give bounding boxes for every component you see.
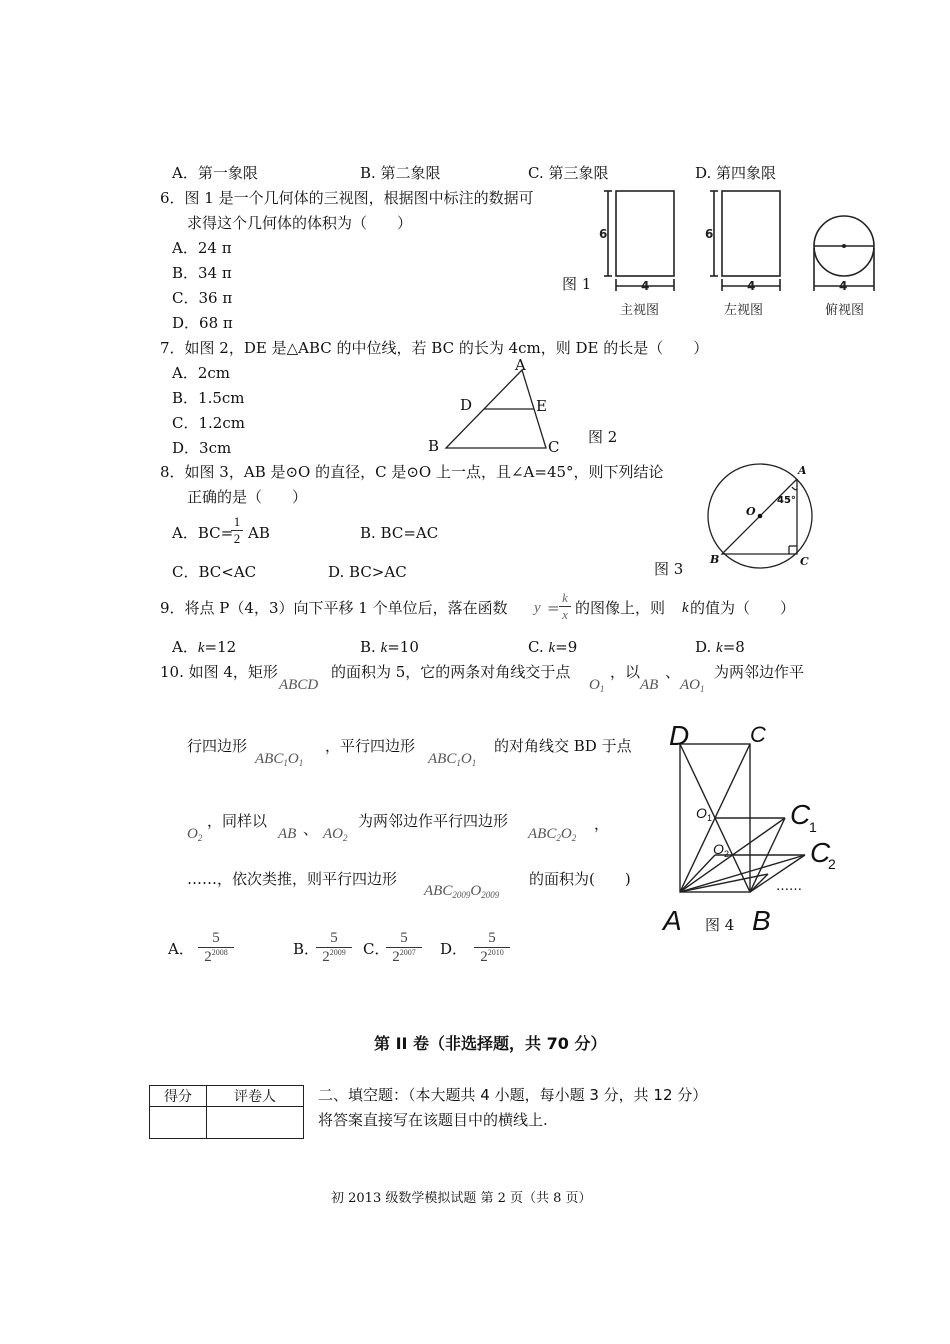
q9-equals: = bbox=[547, 599, 560, 617]
fig3-point-a: A bbox=[798, 464, 807, 477]
q5-option-d: D. 第四象限 bbox=[695, 164, 777, 182]
figure-3-circle bbox=[700, 455, 824, 579]
q10-option-a-label: A． bbox=[168, 940, 194, 958]
svg-text:2: 2 bbox=[724, 849, 730, 859]
fig4-point-o2: O bbox=[713, 841, 724, 857]
q10-o1: $O_1$ bbox=[589, 677, 605, 694]
q7-option-a: A．2cm bbox=[172, 364, 231, 382]
q10-abc1o1-a: $ABC_1O_1$ bbox=[255, 751, 304, 768]
q9-stem-part2: 的图像上，则 bbox=[575, 599, 666, 617]
q10-abcd: ABCD bbox=[279, 677, 319, 693]
q10-text-10: ……，依次类推，则平行四边形 bbox=[187, 870, 398, 888]
figure-1-three-views bbox=[598, 186, 888, 318]
svg-text:2: 2 bbox=[828, 856, 836, 872]
q10-sep: 、 bbox=[665, 663, 681, 681]
q6-option-c: C．36 π bbox=[172, 289, 233, 307]
left-dim-width: 4 bbox=[747, 279, 756, 293]
q10-ao2: $AO_2$ bbox=[323, 826, 348, 843]
top-view-label: 俯视图 bbox=[825, 303, 865, 318]
fig2-point-c: C bbox=[548, 438, 560, 456]
q10-abc1o1-b: $ABC_1O_1$ bbox=[428, 751, 477, 768]
q8-stem-line1: 8．如图 3，AB 是⊙O 的直径，C 是⊙O 上一点，且∠A=45°，则下列结论 bbox=[160, 463, 664, 481]
q10-sep-2: 、 bbox=[303, 820, 319, 838]
front-dim-height: 6 bbox=[599, 227, 608, 241]
fig4-dots: …… bbox=[776, 879, 802, 894]
fig3-point-b: B bbox=[710, 553, 720, 566]
q9-option-c: C. k=9 bbox=[528, 638, 578, 656]
grader-cell[interactable] bbox=[207, 1107, 304, 1139]
q8-option-b: B. BC=AC bbox=[360, 524, 439, 542]
q6-option-b: B．34 π bbox=[172, 264, 232, 282]
q5-option-c: C. 第三象限 bbox=[528, 164, 609, 182]
q10-text-9: 为两邻边作平行四边形 bbox=[358, 812, 509, 830]
section-2-title: 第 II 卷（非选择题，共 70 分） bbox=[374, 1034, 607, 1053]
q6-option-a: A．24 π bbox=[172, 239, 232, 257]
q10-abc2o2: $ABC_2O_2$ bbox=[528, 826, 577, 843]
q7-stem: 7．如图 2，DE 是△ABC 的中位线，若 BC 的长为 4cm，则 DE 的长是（ ） bbox=[160, 339, 709, 357]
q10-text-5: 行四边形 bbox=[187, 737, 248, 755]
q9-stem-part1: 9．将点 P（4，3）向下平移 1 个单位后，落在函数 bbox=[160, 599, 508, 617]
q8-option-d: D. BC>AC bbox=[328, 563, 407, 581]
fig2-point-d: D bbox=[460, 396, 473, 414]
q10-ab: AB bbox=[640, 677, 659, 693]
page-footer: 初 2013 级数学模拟试题 第 2 页（共 8 页） bbox=[331, 1191, 592, 1206]
score-cell[interactable] bbox=[150, 1107, 207, 1139]
fig3-point-c: C bbox=[800, 555, 809, 568]
fig4-point-b: B bbox=[752, 905, 771, 934]
section-2-instruction: 将答案直接写在该题目中的横线上. bbox=[318, 1111, 548, 1129]
svg-text:1: 1 bbox=[809, 819, 817, 835]
q9-k: k bbox=[682, 600, 689, 616]
figure-4-rectangle bbox=[658, 722, 844, 934]
front-view-rect bbox=[616, 191, 674, 276]
q8-option-a-fraction: $\frac{1}{2}$ bbox=[231, 514, 243, 547]
fig4-point-o1: O bbox=[696, 805, 707, 821]
figure-2-caption: 图 2 bbox=[588, 428, 618, 446]
svg-text:1: 1 bbox=[707, 813, 713, 823]
figure-1-caption: 图 1 bbox=[562, 275, 592, 293]
q6-stem-line2: 求得这个几何体的体积为（ ） bbox=[187, 214, 413, 232]
fig3-angle-label: 45° bbox=[777, 495, 796, 506]
q10-text-8: ，同样以 bbox=[207, 812, 268, 830]
front-view-label: 主视图 bbox=[620, 303, 660, 318]
q10-option-c-label: C． bbox=[363, 940, 390, 958]
q10-option-c-fraction: $\frac{5}{2^{2007}}$ bbox=[386, 930, 422, 966]
top-dim-width: 4 bbox=[839, 279, 848, 293]
section-2-heading: 二、填空题：（本大题共 4 小题，每小题 3 分，共 12 分） bbox=[318, 1086, 708, 1104]
q9-option-a: A．k=12 bbox=[172, 638, 237, 656]
fig2-point-b: B bbox=[428, 437, 440, 455]
figure-2-triangle bbox=[420, 352, 570, 458]
fig4-point-a: A bbox=[663, 905, 682, 934]
q10-ab-2: AB bbox=[278, 826, 297, 842]
q8-stem-line2: 正确的是（ ） bbox=[187, 488, 308, 506]
fig2-point-a: A bbox=[515, 356, 526, 374]
q10-o2: $O_2$ bbox=[187, 826, 203, 843]
q10-text-6: ，平行四边形 bbox=[325, 737, 416, 755]
q10-text-7: 的对角线交 BD 于点 bbox=[494, 737, 632, 755]
q6-stem-line1: 6．图 1 是一个几何体的三视图，根据图中标注的数据可 bbox=[160, 189, 534, 207]
figure-4-caption: 图 4 bbox=[705, 916, 735, 934]
q9-y: y bbox=[534, 600, 541, 616]
q7-option-b: B．1.5cm bbox=[172, 389, 245, 407]
q10-text-2: 的面积为 5，它的两条对角线交于点 bbox=[331, 663, 571, 681]
q8-option-c: C．BC<AC bbox=[172, 563, 257, 581]
left-view-label: 左视图 bbox=[724, 303, 764, 318]
q10-option-a-fraction: $\frac{5}{2^{2008}}$ bbox=[198, 930, 234, 966]
q9-option-d: D. k=8 bbox=[695, 638, 745, 656]
q9-stem-part3: 的值为（ ） bbox=[690, 599, 796, 617]
q5-option-a: A．第一象限 bbox=[172, 164, 258, 182]
q9-fraction: $\frac{k}{x}$ bbox=[559, 590, 571, 623]
score-table bbox=[149, 1085, 304, 1139]
q10-comma: ， bbox=[594, 815, 610, 833]
fig4-point-c2: C bbox=[810, 837, 831, 868]
fig2-point-e: E bbox=[536, 397, 547, 415]
fig4-point-d: D bbox=[669, 722, 690, 751]
q9-option-b: B. k=10 bbox=[360, 638, 419, 656]
q10-text-3: ，以 bbox=[610, 663, 641, 681]
q10-ao1: $AO_1$ bbox=[680, 677, 705, 694]
q5-option-b: B. 第二象限 bbox=[360, 164, 441, 182]
left-view-rect bbox=[722, 191, 780, 276]
grader-label: 评卷人 bbox=[207, 1086, 304, 1107]
q10-option-b-fraction: $\frac{5}{2^{2009}}$ bbox=[316, 930, 352, 966]
front-dim-width: 4 bbox=[641, 279, 650, 293]
left-dim-height: 6 bbox=[705, 227, 714, 241]
q10-option-d-label: D． bbox=[440, 940, 468, 958]
q8-option-a: A．BC= bbox=[172, 524, 234, 542]
q10-option-d-fraction: $\frac{5}{2^{2010}}$ bbox=[474, 930, 510, 966]
q7-option-d: D．3cm bbox=[172, 439, 232, 457]
q7-option-c: C．1.2cm bbox=[172, 414, 245, 432]
q10-abc2009: $ABC_{2009}O_{2009}$ bbox=[424, 883, 500, 900]
q10-text-4: 为两邻边作平 bbox=[714, 663, 805, 681]
q10-text-1: 10. 如图 4，矩形 bbox=[160, 663, 278, 681]
fig3-point-o: O bbox=[746, 505, 756, 518]
q6-option-d: D．68 π bbox=[172, 314, 233, 332]
score-label: 得分 bbox=[150, 1086, 207, 1107]
q10-text-11: 的面积为( ) bbox=[529, 870, 631, 888]
q8-option-a-suffix: AB bbox=[248, 524, 270, 542]
fig4-point-c: C bbox=[750, 722, 766, 747]
figure-3-caption: 图 3 bbox=[654, 560, 684, 578]
fig4-point-c1: C bbox=[790, 799, 811, 830]
q10-option-b-label: B． bbox=[293, 940, 320, 958]
